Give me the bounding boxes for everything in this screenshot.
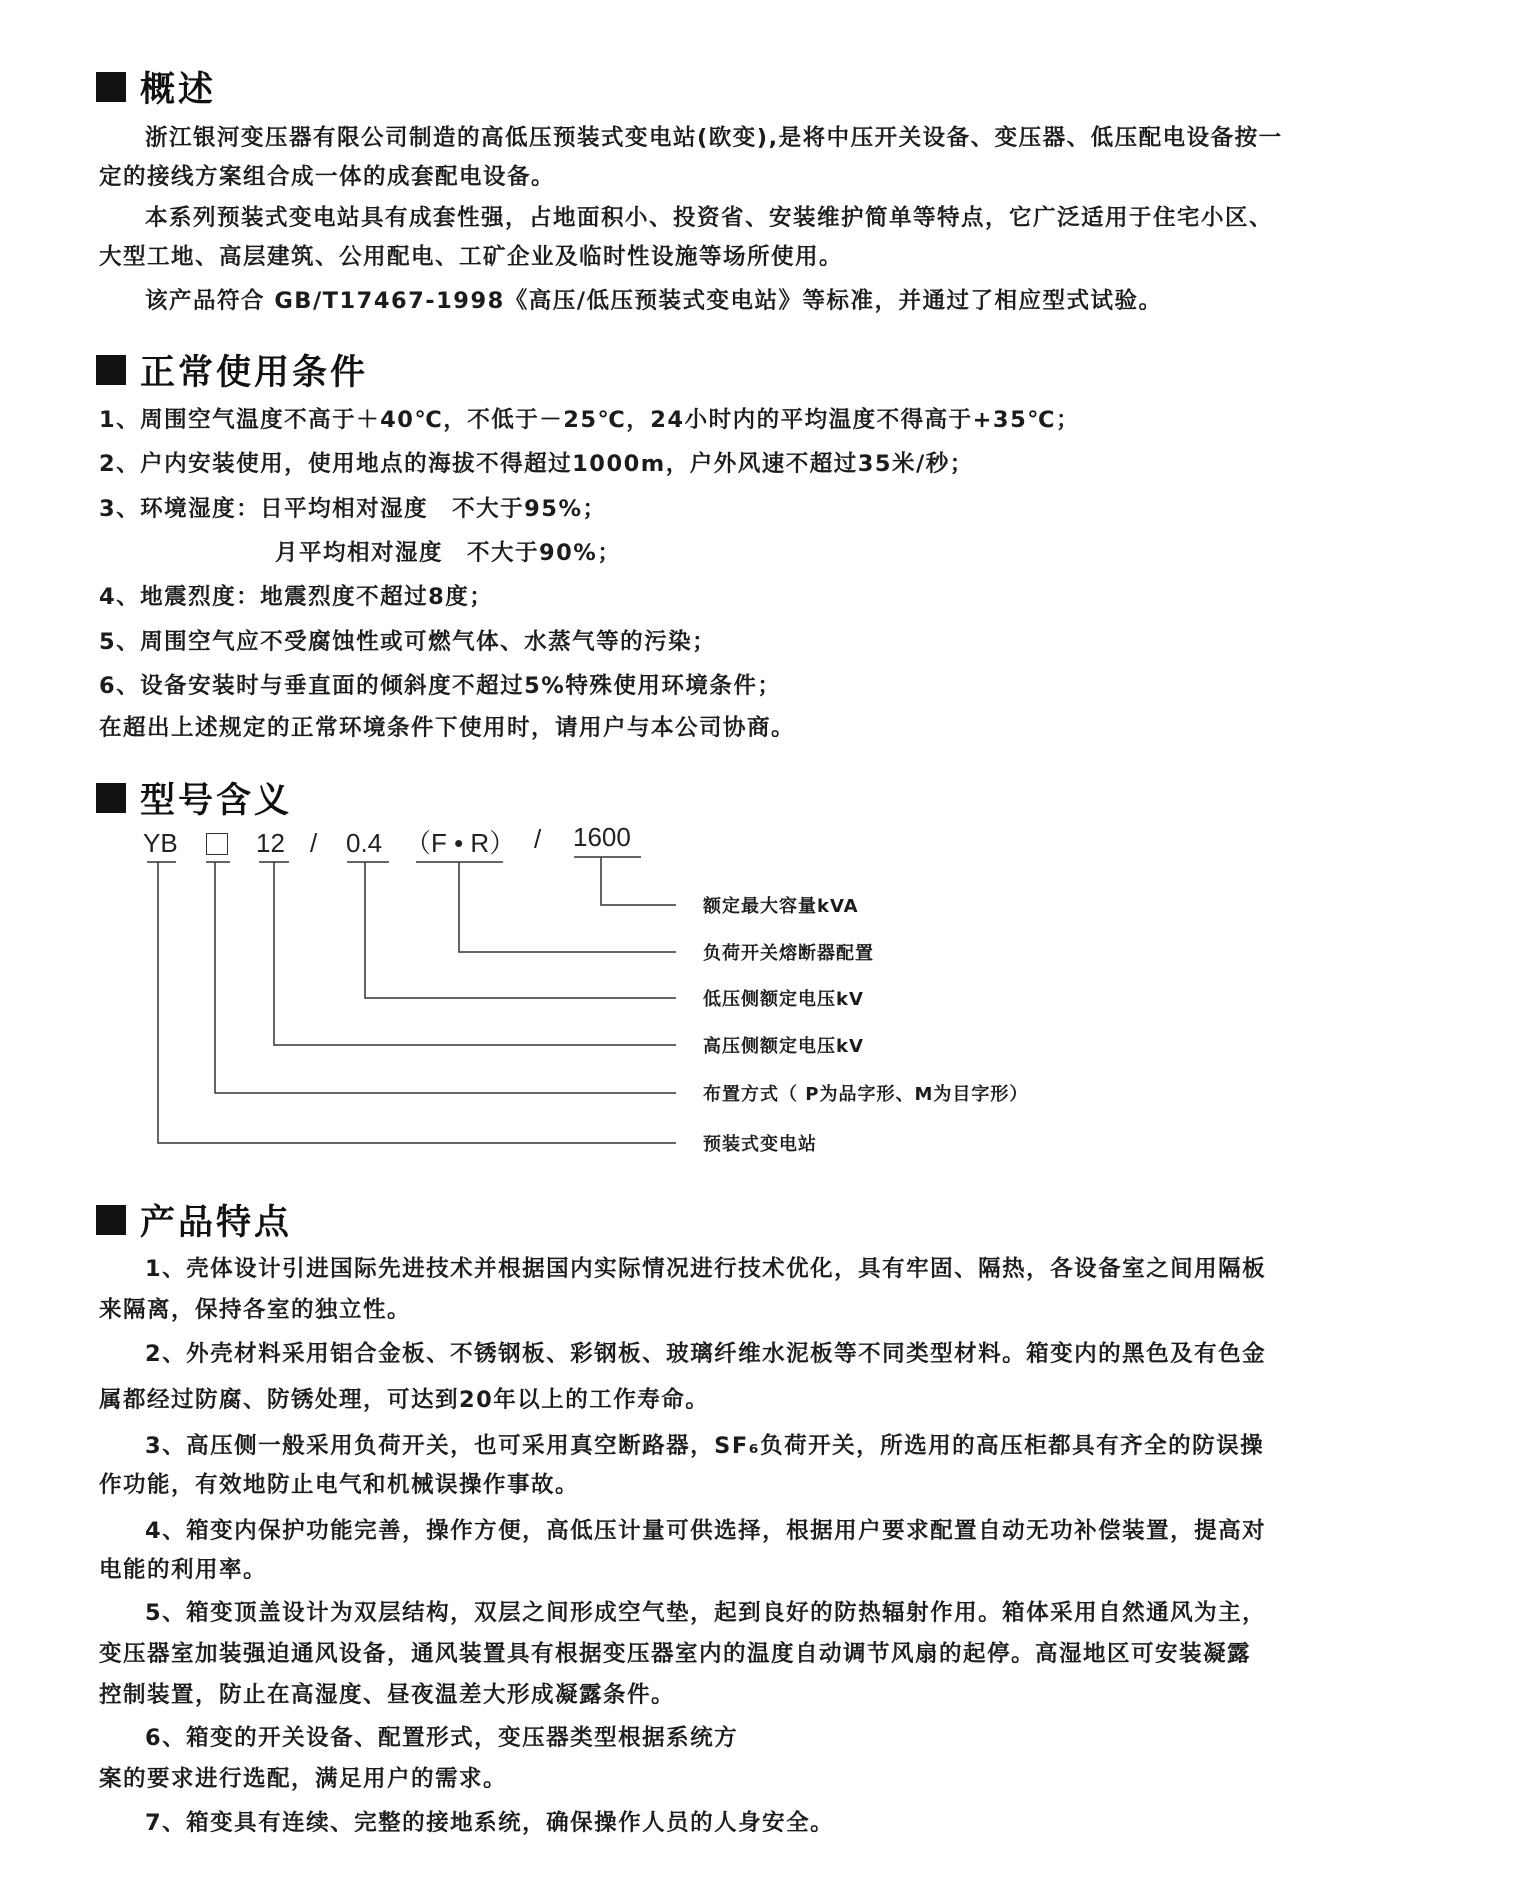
condition-line: 1、周围空气温度不高于＋40℃，不低于－25℃，24小时内的平均温度不得高于+35℃；	[99, 407, 1080, 433]
feature-line: 5、箱变顶盖设计为双层结构，双层之间形成空气垫，起到良好的防热辐射作用。箱体采用自然通风为主，	[145, 1600, 1267, 1626]
condition-line: 5、周围空气应不受腐蚀性或可燃气体、水蒸气等的污染；	[99, 629, 717, 655]
feature-line: 变压器室加装强迫通风设备，通风装置具有根据变压器室内的温度自动调节风扇的起停。高湿地区可安装凝露	[99, 1641, 1252, 1667]
paragraph-line: 该产品符合 GB/T17467-1998《高压/低压预装式变电站》等标准，并通过了相应型式试验。	[145, 288, 1163, 314]
paragraph-line: 本系列预装式变电站具有成套性强，占地面积小、投资省、安装维护简单等特点，它广泛适用于住宅小区、	[145, 205, 1274, 231]
legend-fuse-config: 负荷开关熔断器配置	[703, 943, 874, 964]
section-title: 型号含义	[140, 781, 293, 821]
square-bullet-icon	[96, 72, 126, 102]
model-code-yb: YB	[143, 828, 178, 858]
section-title: 产品特点	[140, 1203, 293, 1243]
model-code-config: （F • R）	[405, 828, 516, 858]
legend-capacity: 额定最大容量kVA	[703, 896, 859, 917]
feature-line: 4、箱变内保护功能完善，操作方便，高低压计量可供选择，根据用户要求配置自动无功补偿装置，提高对	[145, 1518, 1267, 1544]
feature-line: 电能的利用率。	[99, 1557, 268, 1583]
condition-line: 2、户内安装使用，使用地点的海拔不得超过1000m，户外风速不超过35米/秒；	[99, 451, 974, 477]
square-bullet-icon	[96, 355, 126, 385]
model-code-slash: /	[310, 828, 318, 858]
feature-line: 2、外壳材料采用铝合金板、不锈钢板、彩钢板、玻璃纤维水泥板等不同类型材料。箱变内的黑色及有色金	[145, 1341, 1267, 1367]
condition-line: 月平均相对湿度 不大于90%；	[275, 540, 622, 566]
section-title: 概述	[140, 70, 217, 110]
paragraph-line: 定的接线方案组合成一体的成套配电设备。	[99, 164, 556, 190]
feature-line: 6、箱变的开关设备、配置形式，变压器类型根据系统方	[145, 1725, 739, 1751]
condition-line: 4、地震烈度：地震烈度不超过8度；	[99, 584, 494, 610]
feature-line: 作功能，有效地防止电气和机械误操作事故。	[99, 1472, 580, 1498]
feature-line: 案的要求进行选配，满足用户的需求。	[99, 1766, 508, 1792]
square-bullet-icon	[96, 783, 126, 813]
model-code-lv: 0.4	[346, 828, 383, 858]
paragraph-line: 浙江银河变压器有限公司制造的高低压预装式变电站(欧变),是将中压开关设备、变压器、低压配电设备按一	[145, 125, 1283, 151]
legend-hv-voltage: 高压侧额定电压kV	[703, 1036, 864, 1057]
legend-arrangement: 布置方式（ P为品字形、M为目字形）	[703, 1084, 1029, 1105]
feature-line: 控制装置，防止在高湿度、昼夜温差大形成凝露条件。	[99, 1682, 676, 1708]
condition-line: 3、环境湿度：日平均相对湿度 不大于95%；	[99, 496, 607, 522]
feature-line: 3、高压侧一般采用负荷开关，也可采用真空断路器，SF₆负荷开关，所选用的高压柜都具有齐全的防误操	[145, 1433, 1265, 1459]
condition-line: 6、设备安装时与垂直面的倾斜度不超过5%特殊使用环境条件；	[99, 673, 782, 699]
section-title: 正常使用条件	[140, 353, 369, 393]
condition-line: 在超出上述规定的正常环境条件下使用时，请用户与本公司协商。	[99, 715, 796, 741]
feature-line: 7、箱变具有连续、完整的接地系统，确保操作人员的人身安全。	[145, 1810, 835, 1836]
section-heading-conditions	[96, 345, 368, 395]
arrangement-placeholder-box	[206, 833, 228, 855]
feature-line: 1、壳体设计引进国际先进技术并根据国内实际情况进行技术优化，具有牢固、隔热，各设备室之间用隔板	[145, 1256, 1267, 1282]
feature-line: 来隔离，保持各室的独立性。	[99, 1297, 412, 1323]
model-code-slash: /	[534, 824, 542, 854]
model-code-capacity: 1600	[573, 822, 631, 852]
model-code-hv: 12	[256, 828, 285, 858]
section-heading-model	[96, 773, 292, 823]
legend-lv-voltage: 低压侧额定电压kV	[703, 989, 864, 1010]
section-heading-features	[96, 1195, 292, 1245]
feature-line: 属都经过防腐、防锈处理，可达到20年以上的工作寿命。	[99, 1387, 710, 1413]
legend-substation: 预装式变电站	[703, 1134, 817, 1155]
paragraph-line: 大型工地、高层建筑、公用配电、工矿企业及临时性设施等场所使用。	[99, 244, 844, 270]
section-heading-overview	[96, 62, 216, 112]
square-bullet-icon	[96, 1205, 126, 1235]
